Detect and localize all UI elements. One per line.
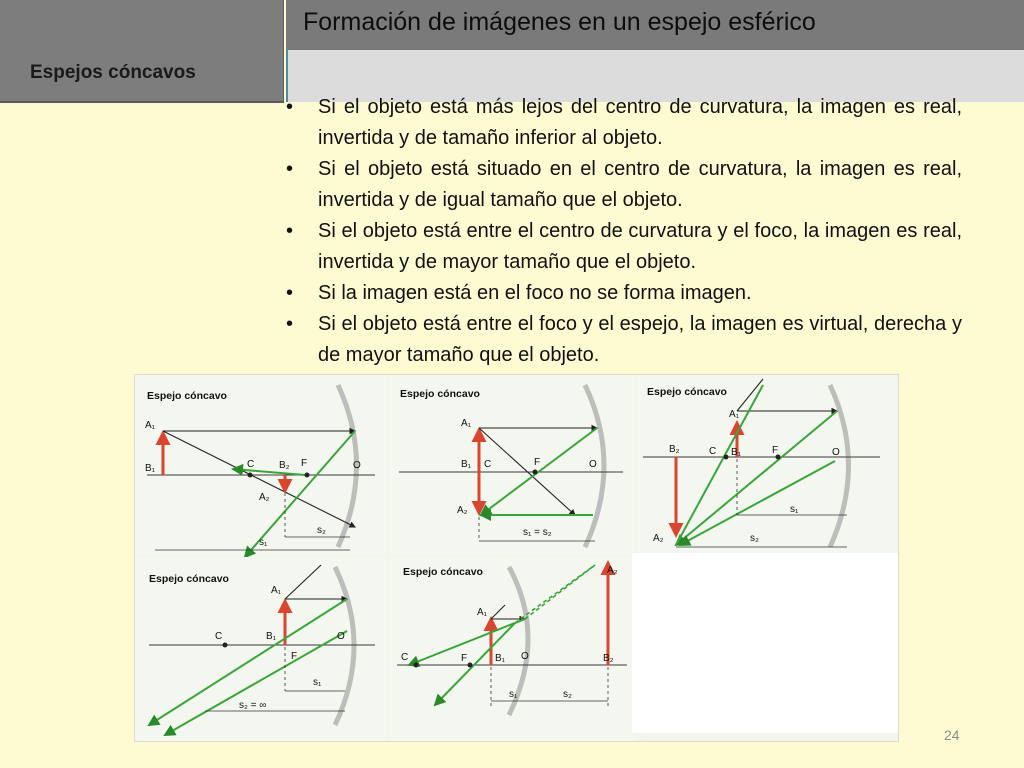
diagram-object-between-center-and-focus	[637, 375, 898, 555]
label-s1-eq-s2: s₁ = s₂	[523, 527, 552, 538]
page-number: 24	[944, 727, 960, 743]
section-label: Espejos cóncavos	[30, 62, 196, 83]
bullet-text-5: Si el objeto está entre el foco y el espejo, la imagen es virtual, derecha y de mayor tamaño que el objeto.	[318, 313, 962, 366]
label-o: O	[521, 651, 529, 662]
label-f: F	[534, 457, 541, 468]
bullet-marker: •	[286, 220, 294, 242]
bullet-marker: •	[286, 158, 294, 180]
label-b2: B₂	[603, 653, 614, 664]
bullet-list	[286, 92, 962, 371]
label-s1: s₁	[313, 677, 322, 688]
diagram-object-beyond-center	[135, 375, 387, 557]
label-b2: B₂	[279, 460, 290, 471]
label-c: C	[247, 459, 255, 470]
label-a1: A₁	[461, 418, 472, 429]
bullet-text-1: Si el objeto está más lejos del centro de curvatura, la imagen es real, invertida y de tamaño inferior al objeto.	[318, 96, 962, 149]
label-a1: A₁	[477, 607, 488, 618]
diagram-object-at-center	[389, 375, 635, 555]
label-a1: A₁	[271, 585, 282, 596]
title-bar	[286, 0, 1024, 50]
bullet-item-5	[286, 309, 962, 371]
bullet-marker: •	[286, 96, 294, 118]
label-c: C	[484, 459, 492, 470]
label-o: O	[589, 459, 597, 470]
label-b1: B₁	[266, 631, 277, 642]
bullet-item-1	[286, 92, 962, 154]
label-s2: s₂	[750, 533, 759, 544]
diagram-object-at-focus	[135, 557, 387, 741]
label-b1: B₁	[495, 653, 506, 664]
label-s2: s₂	[317, 525, 326, 536]
empty-panel	[632, 553, 898, 733]
label-b1: B₁	[731, 447, 742, 458]
label-o: O	[353, 460, 361, 471]
panel-title: Espejo cóncavo	[403, 566, 483, 578]
label-c: C	[401, 652, 409, 663]
bullet-marker: •	[286, 282, 294, 304]
label-b2: B₂	[669, 444, 680, 455]
label-a2: A₂	[259, 492, 270, 503]
mirror-diagrams-figure	[135, 375, 898, 741]
label-a2: A₂	[653, 533, 664, 544]
bullet-text-4: Si la imagen está en el foco no se forma imagen.	[318, 282, 752, 304]
bullet-item-4	[286, 278, 962, 309]
panel-title: Espejo cóncavo	[647, 386, 727, 398]
bullet-text-2: Si el objeto está situado en el centro de curvatura, la imagen es real, invertida y de igual tamaño que el objeto.	[318, 158, 962, 211]
bullet-item-2	[286, 154, 962, 216]
panel-title: Espejo cóncavo	[149, 573, 229, 585]
label-c: C	[215, 631, 223, 642]
mirror-diagrams-svg	[135, 375, 898, 741]
label-f: F	[772, 445, 779, 456]
section-header-box	[0, 0, 284, 103]
label-f: F	[461, 653, 468, 664]
label-f: F	[301, 458, 308, 469]
label-b1: B₁	[461, 459, 472, 470]
label-f: F	[291, 651, 298, 662]
label-o: O	[832, 447, 840, 458]
bullet-marker: •	[286, 313, 294, 335]
label-b1: B₁	[145, 463, 156, 474]
label-s1: s₁	[259, 537, 268, 548]
bullet-text-3: Si el objeto está entre el centro de curvatura y el foco, la imagen es real, invertida y de mayor tamaño que el objeto.	[318, 220, 962, 273]
diagram-object-between-focus-and-mirror	[389, 557, 635, 741]
label-a1: A₁	[729, 409, 740, 420]
slide-title: Formación de imágenes en un espejo esférico	[303, 8, 816, 36]
label-a1: A₁	[145, 420, 156, 431]
label-s2-eq-inf: s₂ = ∞	[239, 700, 267, 711]
bullet-item-3	[286, 216, 962, 278]
label-a2: A₂	[607, 565, 618, 576]
panel-title: Espejo cóncavo	[400, 388, 480, 400]
label-s1: s₁	[790, 504, 799, 515]
label-o: O	[337, 631, 345, 642]
panel-title: Espejo cóncavo	[147, 390, 227, 402]
label-a2: A₂	[457, 505, 468, 516]
label-s2: s₂	[563, 689, 572, 700]
label-s1: s₁	[509, 689, 518, 700]
label-c: C	[709, 446, 717, 457]
